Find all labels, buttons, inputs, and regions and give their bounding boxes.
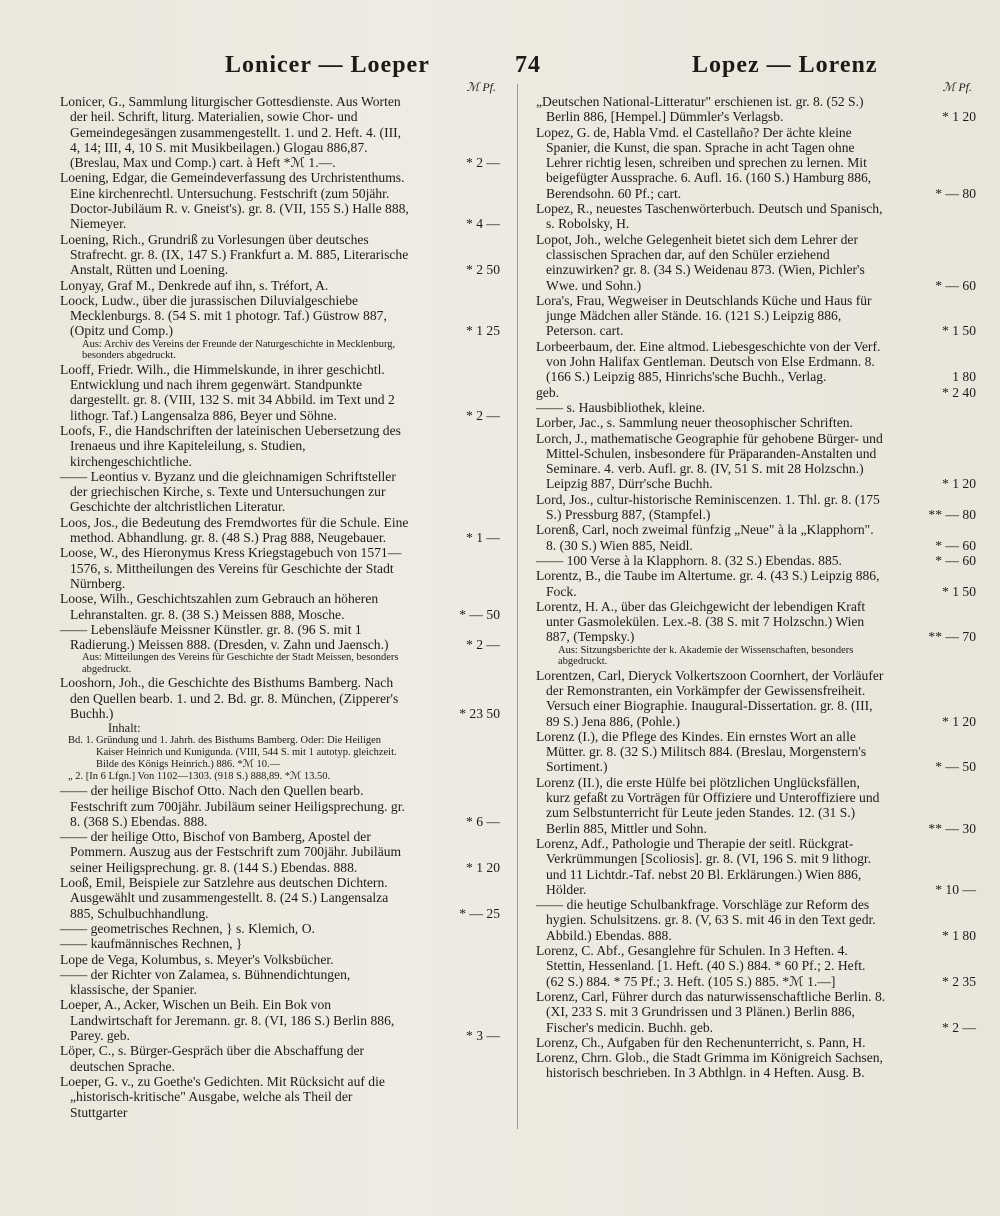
entry-text: Looß, Emil, Beispiele zur Satzlehre aus deutschen Dichtern. Ausgewählt und zusammengestellt. 8. (24 S.) Langensalza 885, Schulbuchhandlung.: [60, 875, 389, 921]
entry-price: * 1 50: [942, 323, 976, 339]
catalog-entry: [536, 989, 976, 1035]
entry-price: * 1 20: [942, 476, 976, 492]
catalog-entry: [536, 293, 976, 339]
catalog-entry: [60, 967, 500, 998]
entry-text: —— Lebensläufe Meissner Künstler. gr. 8. (96 S. mit 1 Radierung.) Meissen 888. (Dresden, v. Zahn und Jaensch.): [60, 621, 389, 653]
entry-text: Loose, W., des Hieronymus Kress Kriegstagebuch von 1571—1576, s. Mittheilungen des Vereins für Geschichte der Stadt Nürnberg.: [60, 545, 402, 591]
entry-price: * 6 —: [466, 813, 500, 829]
entry-price: * 2 50: [466, 262, 500, 278]
entry-text: geb.: [536, 384, 560, 400]
entry-price: * — 60: [935, 552, 976, 568]
catalog-entry: [60, 997, 500, 1043]
catalog-entry: [536, 201, 976, 232]
entry-text: —— kaufmännisches Rechnen, }: [60, 936, 243, 952]
entry-text: —— Leontius v. Byzanz und die gleichnamigen Schriftsteller der griechischen Kirche, s. Texte und Untersuchungen zur Geschichte der altchristlichen Literatur.: [60, 468, 396, 515]
catalog-entry: [60, 936, 500, 951]
entry-price: * 1 50: [942, 583, 976, 599]
entry-price: * — 50: [459, 606, 500, 622]
entry-price: * 1 20: [942, 109, 976, 125]
volume-subentry: Bd. 1. Gründung und 1. Jahrh. des Bisthums Bamberg. Oder: Die Heiligen Kaiser Heinrich und Kunigunda. (VIII, 544 S. mit 1 autotyp. gleichzeit. Bilde des Königs Heinrich.) 886. *ℳ 10.—: [68, 735, 397, 771]
entry-text: —— s. Hausbibliothek, kleine.: [536, 399, 706, 415]
catalog-entry: [536, 1035, 976, 1050]
entry-note: Aus: Sitzungsberichte der k. Akademie der Wissenschaften, besonders abgedruckt.: [558, 644, 854, 668]
header-left-range: Lonicer — Loeper: [225, 52, 430, 78]
catalog-entry: [536, 339, 976, 385]
entry-text: Lorenz, Ch., Aufgaben für den Rechenunterricht, s. Pann, H.: [536, 1034, 866, 1050]
catalog-entry: [536, 729, 976, 775]
catalog-entry: [536, 415, 976, 430]
entry-text: Lopot, Joh., welche Gelegenheit bietet sich dem Lehrer der classischen Sprachen dar, auf den Schüler erziehend einzuwirken? gr. 8. (34 S.) Weidenau 873. (Wien, Pichler's Wwe. und Sohn.): [536, 231, 865, 293]
catalog-entry: [60, 515, 500, 546]
entry-price: * 2 —: [466, 407, 500, 423]
entry-price: * 10 —: [935, 881, 976, 897]
catalog-entry: [536, 553, 976, 568]
entry-price: * 2 —: [466, 637, 500, 653]
entry-price: * 23 50: [459, 705, 500, 721]
entry-price: ** — 70: [928, 629, 976, 645]
entry-text: —— der Richter von Zalamea, s. Bühnendichtungen, klassische, der Spanier.: [60, 966, 351, 998]
currency-header: ℳ Pf.: [466, 80, 496, 94]
entry-text: Lora's, Frau, Wegweiser in Deutschlands Küche und Haus für junge Mädchen aller Stände. 16. (121 S.) Leipzig 886, Peterson. cart.: [536, 292, 872, 339]
catalog-entry: [536, 943, 976, 989]
catalog-entry: [60, 875, 500, 921]
catalog-entry: [536, 568, 976, 599]
entry-text: Lorenz (I.), die Pflege des Kindes. Ein ernstes Wort an alle Mütter. gr. 8. (32 S.) Militsch 884. (Breslau, Morgenstern's Sortiment.): [536, 728, 867, 775]
catalog-entry: [60, 362, 500, 423]
entry-text: Lorenz, C. Abf., Gesanglehre für Schulen. In 3 Heften. 4. Stettin, Hessenland. [1. Heft. (40 S.) 884. * 60 Pf.; 2. Heft. (62 S.) 884. * 75 Pf.; 3. Heft. (105 S.) 885. *ℳ 1.—]: [536, 943, 866, 989]
entry-text: Lorenz (II.), die erste Hülfe bei plötzlichen Unglücksfällen, kurz gefaßt zu Vorträgen für Offiziere und Unteroffiziere und zum Selbstunterricht für Leute jeden Standes. 12. (31 S.) Berlin 885, Mittler und Sohn.: [536, 774, 880, 836]
catalog-entry: [536, 599, 976, 645]
entry-price: * 2 —: [466, 155, 500, 171]
catalog-entry: [536, 385, 976, 400]
catalog-entry: [536, 522, 976, 553]
catalog-entry: [60, 921, 500, 936]
catalog-entry: [60, 278, 500, 293]
entry-price: * 1 25: [466, 323, 500, 339]
entry-price: * — 80: [935, 185, 976, 201]
catalog-entry: [60, 952, 500, 967]
entry-text: Loeper, A., Acker, Wischen un Beih. Ein Bok von Landwirtschaft for Jeremann. gr. 8. (VI, 186 S.) Berlin 886, Parey. geb.: [60, 997, 395, 1044]
entry-price: * 1 20: [466, 859, 500, 875]
entry-note: Aus: Archiv des Vereins der Freunde der Naturgeschichte in Mecklenburg, besonders abgedruckt.: [82, 338, 396, 362]
catalog-entry: [60, 469, 500, 515]
entry-text: Lorenz, Adf., Pathologie und Therapie der seitl. Rückgrat-Verkrümmungen [Scoliosis]. gr. 8. (VI, 196 S. mit 9 lithogr. und 11 Lichtdr.-Taf. nebst 20 Bl. Erklärungen.) Wien 886, Hölder.: [536, 835, 872, 897]
entry-text: Lorenz, Chrn. Glob., die Stadt Grimma im Königreich Sachsen, historisch beschrieben. In 3 Abthlgn. in 4 Heften. Ausg. B.: [536, 1050, 883, 1081]
entry-price: * 1 20: [942, 713, 976, 729]
entry-price: ** — 30: [928, 820, 976, 836]
entry-text: Lopez, G. de, Habla Vmd. el Castellaño? Der ächte kleine Spanier, die Kunst, die span. Sprache in acht Tagen ohne Lehrer richtig lesen, schreiben und sprechen zu lernen. Mit beigefügter Aussprache. 6. Aufl. 16. (160 S.) Hamburg 886, Berendsohn. 60 Pf.; cart.: [536, 124, 872, 201]
catalog-entry: [60, 170, 500, 231]
entry-text: —— der heilige Otto, Bischof von Bamberg, Apostel der Pommern. Auszug aus der Festschrift zum 700jähr. Jubiläum seiner Heiligsprechung. gr. 8. (144 S.) Ebendas. 888.: [60, 829, 402, 875]
catalog-entry: [60, 94, 500, 170]
entry-price: * 2 40: [942, 384, 976, 400]
right-column: [536, 80, 976, 1081]
catalog-entry: [536, 232, 976, 293]
entry-text: Looff, Friedr. Wilh., die Himmelskunde, in ihrer geschichtl. Entwicklung und nach ihrem gegenwärt. Standpunkte dargestellt. gr. 8. (VIII, 132 S. mit 34 Abbild. im Text und 2 lithogr. Taf.) Langensalza 886, Beyer und Söhne.: [60, 361, 395, 423]
catalog-entry: [60, 232, 500, 278]
entry-text: Lonyay, Graf M., Denkrede auf ihn, s. Tréfort, A.: [60, 277, 329, 293]
header-right-range: Lopez — Lorenz: [692, 52, 878, 78]
currency-header: ℳ Pf.: [942, 80, 972, 94]
catalog-entry: [60, 829, 500, 875]
entry-text: Lope de Vega, Kolumbus, s. Meyer's Volksbücher.: [60, 951, 334, 967]
entry-text: Loofs, F., die Handschriften der lateinischen Uebersetzung des Irenaeus und ihre Kapiteleilung, s. Studien, kirchengeschichtliche.: [60, 422, 401, 469]
column-divider: [517, 84, 518, 1129]
entry-price: * 1 80: [942, 927, 976, 943]
entry-price: * 1 —: [466, 530, 500, 546]
entry-price: * 4 —: [466, 216, 500, 232]
entry-price: * — 60: [935, 277, 976, 293]
entry-text: —— geometrisches Rechnen, } s. Klemich, O.: [60, 920, 315, 936]
entry-text: Lorber, Jac., s. Sammlung neuer theosophischer Schriften.: [536, 415, 853, 431]
entry-text: Loock, Ludw., über die jurassischen Diluvialgeschiebe Mecklenburgs. 8. (54 S. mit 1 photogr. Taf.) Güstrow 887, (Opitz und Comp.): [60, 292, 387, 339]
catalog-entry: [536, 836, 976, 897]
catalog-entry: [536, 897, 976, 943]
catalog-entry: [536, 94, 976, 125]
catalog-entry: [536, 668, 976, 729]
entry-price: * 2 35: [942, 973, 976, 989]
entry-price: * — 25: [459, 905, 500, 921]
entry-price: 1 80: [952, 369, 976, 385]
catalog-entry: [60, 591, 500, 622]
entry-text: Lorentzen, Carl, Dieryck Volkertszoon Coornhert, der Vorläufer der Remonstranten, ein Vorkämpfer der Gewissensfreiheit. Versuch einer Biographie. Inaugural-Dissertation. gr. 8. (III, 89 S.) Jena 886, (Pohle.): [536, 667, 884, 729]
entry-text: Lorentz, H. A., über das Gleichgewicht der lebendigen Kraft unter Gasmolekülen. Lex.-8. (38 S. mit 7 Holzschn.) Wien 887, (Tempsky.): [536, 598, 866, 645]
entry-price: ** — 80: [928, 507, 976, 523]
entry-text: Loening, Rich., Grundriß zu Vorlesungen über deutsches Strafrecht. gr. 8. (IX, 147 S.) Frankfurt a. M. 885, Literarische Anstalt, Rütten und Loening.: [60, 231, 409, 278]
catalog-entry: [60, 423, 500, 469]
entry-text: Lonicer, G., Sammlung liturgischer Gottesdienste. Aus Worten der heil. Schrift, liturg. Materialien, sowie Chor- und Gemeindegesängen zusammengestellt. 1. und 2. Heft. 4. (III, 4, 14; III, 4, 10 S. mit Musikbeilagen.) Glogau 886,87. (Breslau, Max und Comp.) cart. à Heft *ℳ 1.—.: [60, 94, 402, 171]
catalog-entry: [60, 1074, 500, 1120]
entry-text: Loos, Jos., die Bedeutung des Fremdwortes für die Schule. Eine method. Abhandlung. gr. 8. (48 S.) Prag 888, Neugebauer.: [60, 514, 409, 546]
entry-text: Loeper, G. v., zu Goethe's Gedichten. Mit Rücksicht auf die „historisch-kritische" Ausgabe, welche als Theil der Stuttgarter: [60, 1073, 385, 1120]
contents-heading: Inhalt:: [108, 721, 141, 736]
entry-text: Löper, C., s. Bürger-Gespräch über die Abschaffung der deutschen Sprache.: [60, 1043, 365, 1074]
entry-text: —— die heutige Schulbankfrage. Vorschläge zur Reform des hygien. Schulsitzens. gr. 8. (V, 63 S. mit 46 in den Text gedr. Abbild.) Ebendas. 888.: [536, 897, 876, 943]
entry-text: Loose, Wilh., Geschichtszahlen zum Gebrauch an höheren Lehranstalten. gr. 8. (38 S.) Meissen 888, Mosche.: [60, 591, 379, 622]
catalog-entry: [536, 125, 976, 201]
entry-text: Loening, Edgar, die Gemeindeverfassung des Urchristenthums. Eine kirchenrechtl. Untersuchung. Festschrift (zum 50jähr. Doctor-Jubiläum R. v. Gneist's). gr. 8. (VII, 155 S.) Halle 888, Niemeyer.: [60, 170, 409, 232]
catalog-entry: [60, 622, 500, 653]
left-column: [60, 80, 500, 1120]
entry-note: Aus: Mitteilungen des Vereins für Geschichte der Stadt Meissen, besonders abgedruckt.: [82, 652, 399, 675]
catalog-entry: [536, 775, 976, 836]
entry-text: —— der heilige Bischof Otto. Nach den Quellen bearb. Festschrift zum 700jähr. Jubiläum seiner Heiligsprechung. gr. 8. (368 S.) Ebendas. 888.: [60, 783, 405, 829]
catalog-entry: [60, 545, 500, 591]
entry-text: „Deutschen National-Litteratur" erschienen ist. gr. 8. (52 S.) Berlin 886, [Hempel.] Dümmler's Verlagsb.: [536, 94, 864, 125]
entry-text: Lorenz, Carl, Führer durch das naturwissenschaftliche Berlin. 8. (XI, 233 S. mit 3 Grundrissen und 3 Plänen.) Berlin 886, Fischer's medicin. Buchh. geb.: [536, 988, 886, 1035]
volume-subentry: „ 2. [In 6 Lfgn.] Von 1102—1303. (918 S.) 888,89. *ℳ 13.50.: [68, 771, 331, 783]
entry-text: Lorenß, Carl, noch zweimal fünfzig „Neue" à la „Klapphorn". 8. (30 S.) Wien 885, Neidl.: [536, 522, 874, 553]
catalog-entry: [536, 400, 976, 415]
entry-text: Lorch, J., mathematische Geographie für gehobene Bürger- und Mittel-Schulen, insbesondere für Präparanden-Anstalten und Seminare. 4. verb. Aufl. gr. 8. (IV, 51 S. mit 28 Holzschn.) Leipzig 887, Dürr'sche Buchh.: [536, 430, 883, 492]
entry-price: * 2 —: [942, 1019, 976, 1035]
entry-text: Lopez, R., neuestes Taschenwörterbuch. Deutsch und Spanisch, s. Robolsky, H.: [536, 201, 883, 232]
entry-price: * — 50: [935, 759, 976, 775]
catalog-entry: [536, 492, 976, 523]
entry-text: Lord, Jos., cultur-historische Reminiscenzen. 1. Thl. gr. 8. (175 S.) Pressburg 887, (Stampfel.): [536, 491, 880, 523]
page-number: 74: [515, 52, 541, 78]
entry-text: Lorentz, B., die Taube im Altertume. gr. 4. (43 S.) Leipzig 886, Fock.: [536, 568, 880, 599]
entry-text: Looshorn, Joh., die Geschichte des Bisthums Bamberg. Nach den Quellen bearb. 1. und 2. Bd. gr. 8. München, (Zipperer's Buchh.): [60, 675, 399, 721]
catalog-entry: [60, 783, 500, 829]
entry-text: —— 100 Verse à la Klapphorn. 8. (32 S.) Ebendas. 885.: [536, 552, 842, 568]
entry-price: * — 60: [935, 537, 976, 553]
entry-price: * 3 —: [466, 1028, 500, 1044]
catalog-entry: [60, 675, 500, 721]
catalog-entry: [536, 431, 976, 492]
catalog-entry: [536, 1050, 976, 1081]
catalog-entry: [60, 293, 500, 339]
entry-text: Lorbeerbaum, der. Eine altmod. Liebesgeschichte von der Verf. von John Halifax Gentleman. Deutsch von Else Erdmann. 8. (166 S.) Leipzig 885, Hinrichs'sche Buchh., Verlag.: [536, 338, 881, 385]
catalog-entry: [60, 1043, 500, 1074]
